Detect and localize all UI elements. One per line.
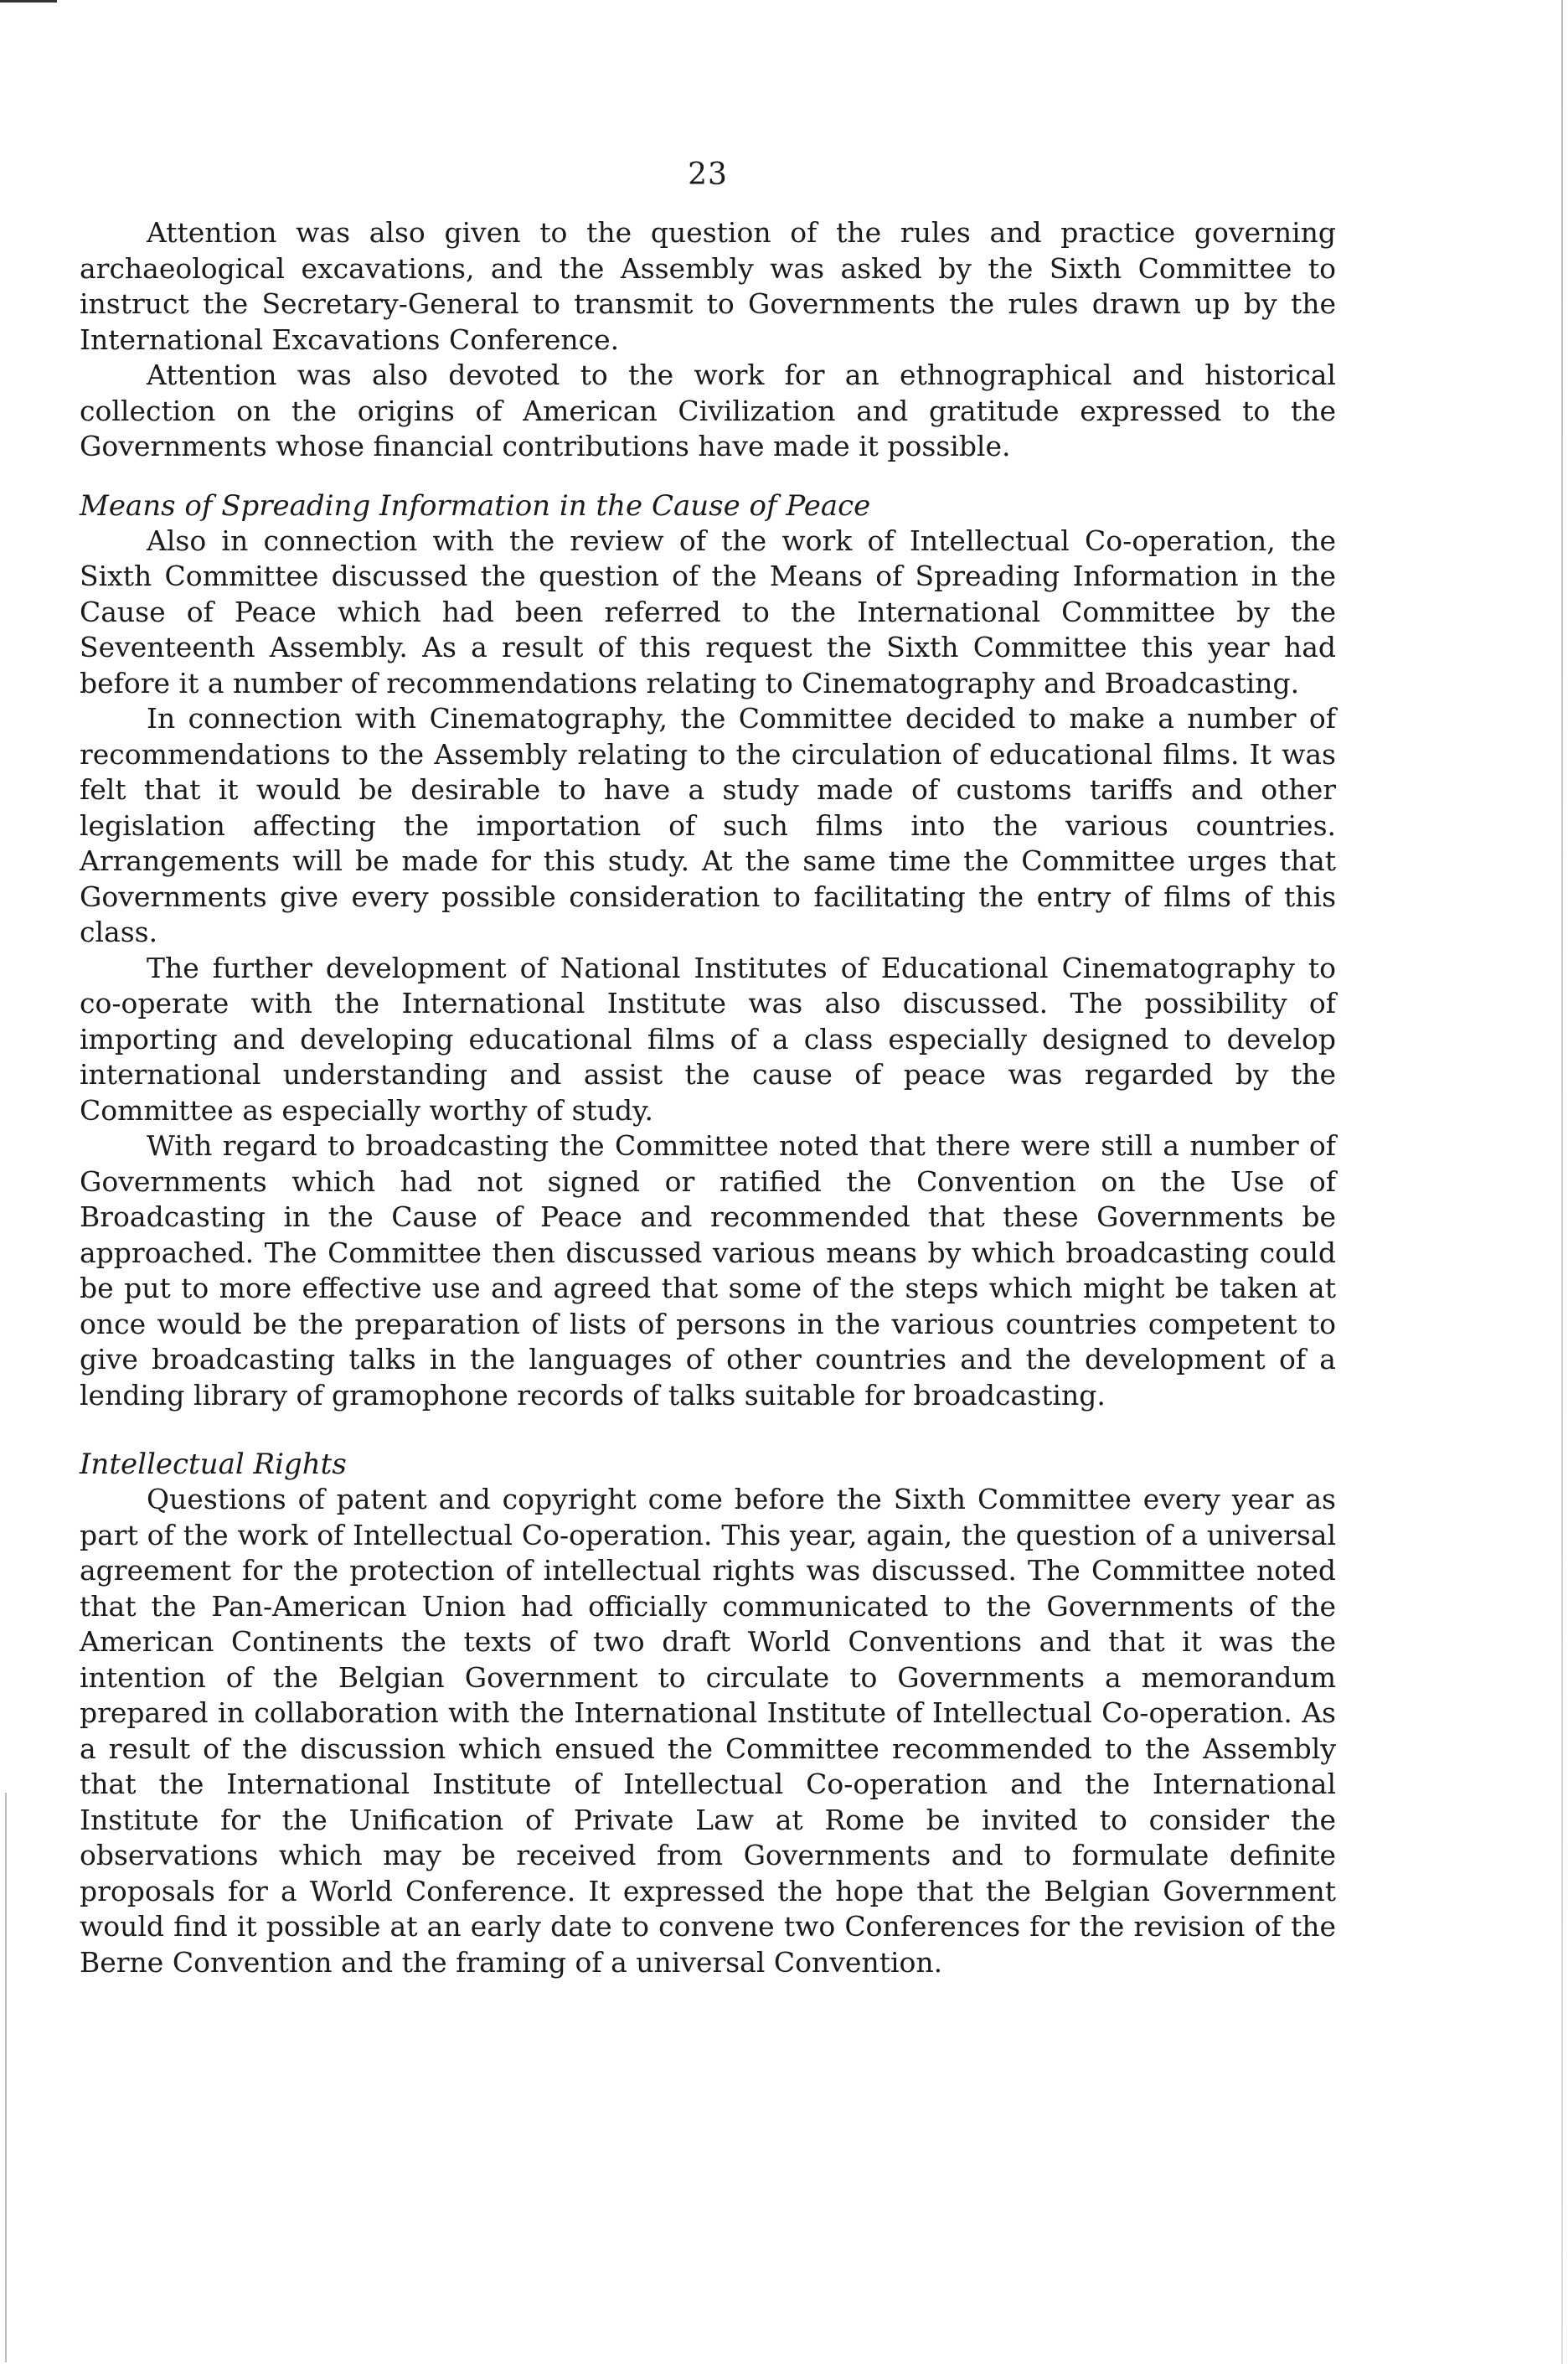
section-heading-means-of-spreading-information: Means of Spreading Information in the Cause of Peace [80, 488, 871, 523]
paragraph-broadcasting: With regard to broadcasting the Committee noted that there were still a number of Governments which had not signed or ratified the Convention on the Use of Broadcasting in the Cause of Peace and recommended that these Governments be approached. The Committee then discussed various means by which broadcasting could be put to more effective use and agreed that some of the steps which might be taken at once would be the preparation of lists of persons in the various countries competent to give broadcasting talks in the languages of other countries and the development of a lending library of gramophone records of talks suitable for broadcasting. [80, 1129, 1336, 1412]
paragraph-cinematography: In connection with Cinematography, the Committee decided to make a number of recommendations to the Assembly relating to the circulation of educational films. It was felt that it would be desirable to have a study made of customs tariffs and other legislation affecting the importation of such films into the various countries. Arrangements will be made for this study. At the same time the Committee urges that Governments give every possible consideration to facilitating the entry of films of this class. [80, 702, 1336, 948]
top-edge-rule [0, 0, 57, 3]
paragraph-archaeological-excavations: Attention was also given to the question of the rules and practice governing archaeological excavations, and the Assembly was asked by the Sixth Committee to instruct the Secretary-General to transmit to Governments the rules drawn up by the International Excavations Conference. [80, 216, 1336, 356]
section-heading-intellectual-rights: Intellectual Rights [80, 1448, 347, 1481]
page-number: 23 [688, 157, 728, 192]
paragraph-intellectual-rights: Questions of patent and copyright come before the Sixth Committee every year as part of the work of Intellectual Co-operation. This year, again, the question of a universal agreement for the protection of intellectual rights was discussed. The Committee noted that the Pan-American Union had officially communicated to the Governments of the American Continents the texts of two draft World Conventions and that it was the intention of the Belgian Government to circulate to Governments a memorandum prepared in collaboration with the International Institute of Intellectual Co-operation. As a result of the discussion which ensued the Committee recommended to the Assembly that the International Institute of Intellectual Co-operation and the International Institute for the Unification of Private Law at Rome be invited to consider the observations which may be received from Governments and to formulate definite proposals for a World Conference. It expressed the hope that the Belgian Government would find it possible at an early date to convene two Conferences for the revision of the Berne Convention and the framing of a universal Convention. [80, 1483, 1336, 1979]
left-page-edge [5, 1793, 7, 2362]
right-page-edge [1561, 0, 1563, 2364]
paragraph-means-intro: Also in connection with the review of the work of Intellectual Co-operation, the Sixth Committee discussed the question of the Means of Spreading Information in the Cause of Peace which had been referred to the International Committee by the Seventeenth Assembly. As a result of this request the Sixth Committee this year had before it a number of recommendations relating to Cinematography and Broadcasting. [80, 524, 1336, 699]
paragraph-ethnographical-collection: Attention was also devoted to the work for an ethnographical and historical collection on the origins of American Civilization and gratitude expressed to the Governments whose financial contributions have made it possible. [80, 359, 1336, 462]
document-page [80, 157, 1336, 1980]
paragraph-national-institutes: The further development of National Institutes of Educational Cinematography to co-operate with the International Institute was also discussed. The possibility of importing and developing educational films of a class especially designed to develop international understanding and assist the cause of peace was regarded by the Committee as especially worthy of study. [80, 951, 1336, 1127]
